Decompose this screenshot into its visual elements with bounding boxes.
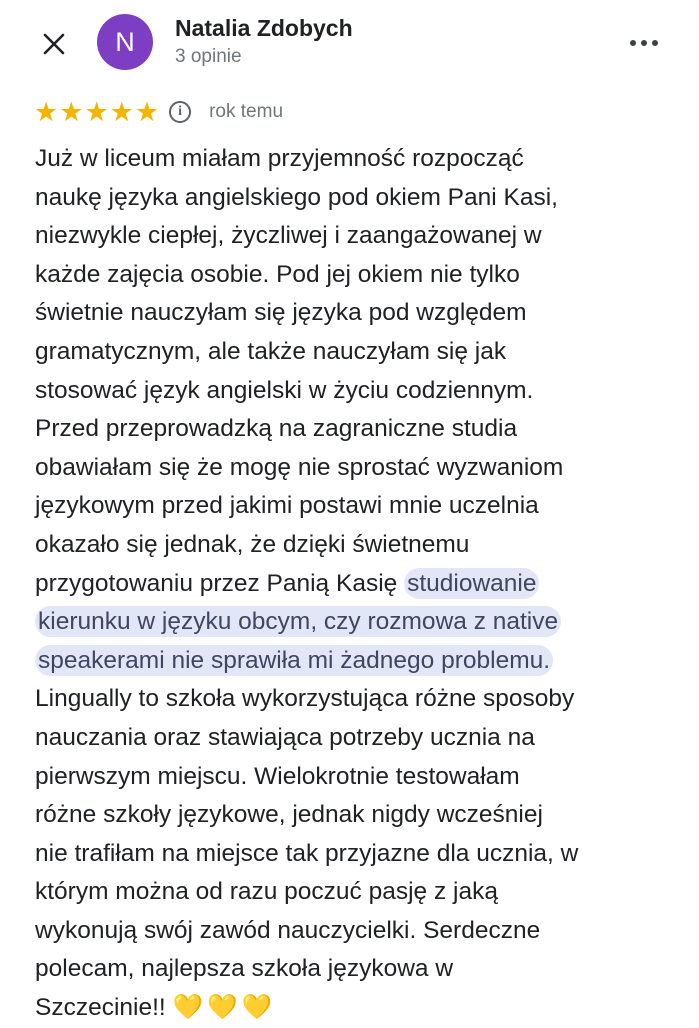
review-line bbox=[35, 565, 675, 604]
close-icon bbox=[42, 32, 66, 56]
review-line: świetnie nauczyłam się języka pod względem bbox=[35, 299, 527, 327]
star-rating bbox=[34, 96, 160, 127]
review-line: gramatycznym, ale także nauczyłam się jak bbox=[35, 337, 507, 365]
review-line: pierwszym miejscu. Wielokrotnie testowałam bbox=[35, 762, 520, 790]
review-line: różne szkoły językowe, jednak nigdy wcześniej bbox=[35, 801, 543, 829]
review-line: naukę języka angielskiego pod okiem Pani Kasi, bbox=[35, 183, 558, 211]
review-line-text: przygotowaniu przez Panią Kasię bbox=[35, 569, 398, 597]
review-line: nauczania oraz stawiająca potrzeby ucznia na bbox=[35, 723, 535, 751]
star-icon: ★ bbox=[59, 96, 84, 127]
star-icon: ★ bbox=[84, 96, 109, 127]
author-name[interactable]: Natalia Zdobych bbox=[175, 15, 353, 41]
review-line: każde zajęcia osobie. Pod jej okiem nie tylko bbox=[35, 260, 520, 288]
review-line: językowym przed jakimi postawi mnie uczelnia bbox=[35, 492, 539, 520]
review-date: rok temu bbox=[209, 101, 284, 122]
review-line: Przed przeprowadzką na zagraniczne studia bbox=[35, 415, 518, 443]
highlighted-text: kierunku w języku obcym, czy rozmowa z native bbox=[35, 606, 561, 637]
rating-row bbox=[34, 96, 283, 128]
star-icon: ★ bbox=[34, 96, 59, 127]
info-icon[interactable]: i bbox=[169, 101, 191, 123]
highlighted-text: studiowanie bbox=[404, 568, 539, 599]
more-dot-icon bbox=[630, 40, 636, 46]
avatar-letter: N bbox=[115, 26, 135, 57]
review-line: okazało się jednak, że dzięki świetnemu bbox=[35, 530, 470, 558]
review-line: Już w liceum miałam przyjemność rozpocząć bbox=[35, 145, 524, 172]
review-line bbox=[35, 989, 675, 1028]
more-dot-icon bbox=[652, 40, 658, 46]
review-text bbox=[35, 140, 675, 1028]
review-line: niezwykle ciepłej, życzliwej i zaangażowanej w bbox=[35, 222, 542, 250]
yellow-heart-icons: 💛💛💛 bbox=[172, 994, 277, 1022]
more-options-button[interactable] bbox=[620, 28, 668, 58]
review-line: którym można od razu poczuć pasję z jaką bbox=[35, 878, 498, 906]
review-line bbox=[35, 603, 675, 642]
review-line: polecam, najlepsza szkoła językowa w bbox=[35, 955, 454, 983]
author-review-count: 3 opinie bbox=[175, 46, 242, 67]
close-button[interactable] bbox=[34, 24, 74, 64]
more-dot-icon bbox=[641, 40, 647, 46]
star-icon: ★ bbox=[134, 96, 160, 127]
review-line bbox=[35, 642, 675, 681]
review-line: stosować język angielski w życiu codziennym. bbox=[35, 376, 534, 404]
avatar[interactable] bbox=[97, 14, 153, 70]
review-line: obawiałam się że mogę nie sprostać wyzwaniom bbox=[35, 453, 564, 481]
review-line: wykonują swój zawód nauczycielki. Serdeczne bbox=[35, 916, 541, 944]
highlighted-text: speakerami nie sprawiła mi żadnego problemu. bbox=[35, 645, 553, 676]
review-line: nie trafiłam na miejsce tak przyjazne dla ucznia, w bbox=[35, 839, 579, 867]
review-line-text: Szczecinie!! bbox=[35, 994, 166, 1022]
star-icon: ★ bbox=[109, 96, 134, 127]
review-header bbox=[0, 0, 699, 88]
review-line: Lingually to szkoła wykorzystująca różne sposoby bbox=[35, 685, 575, 713]
